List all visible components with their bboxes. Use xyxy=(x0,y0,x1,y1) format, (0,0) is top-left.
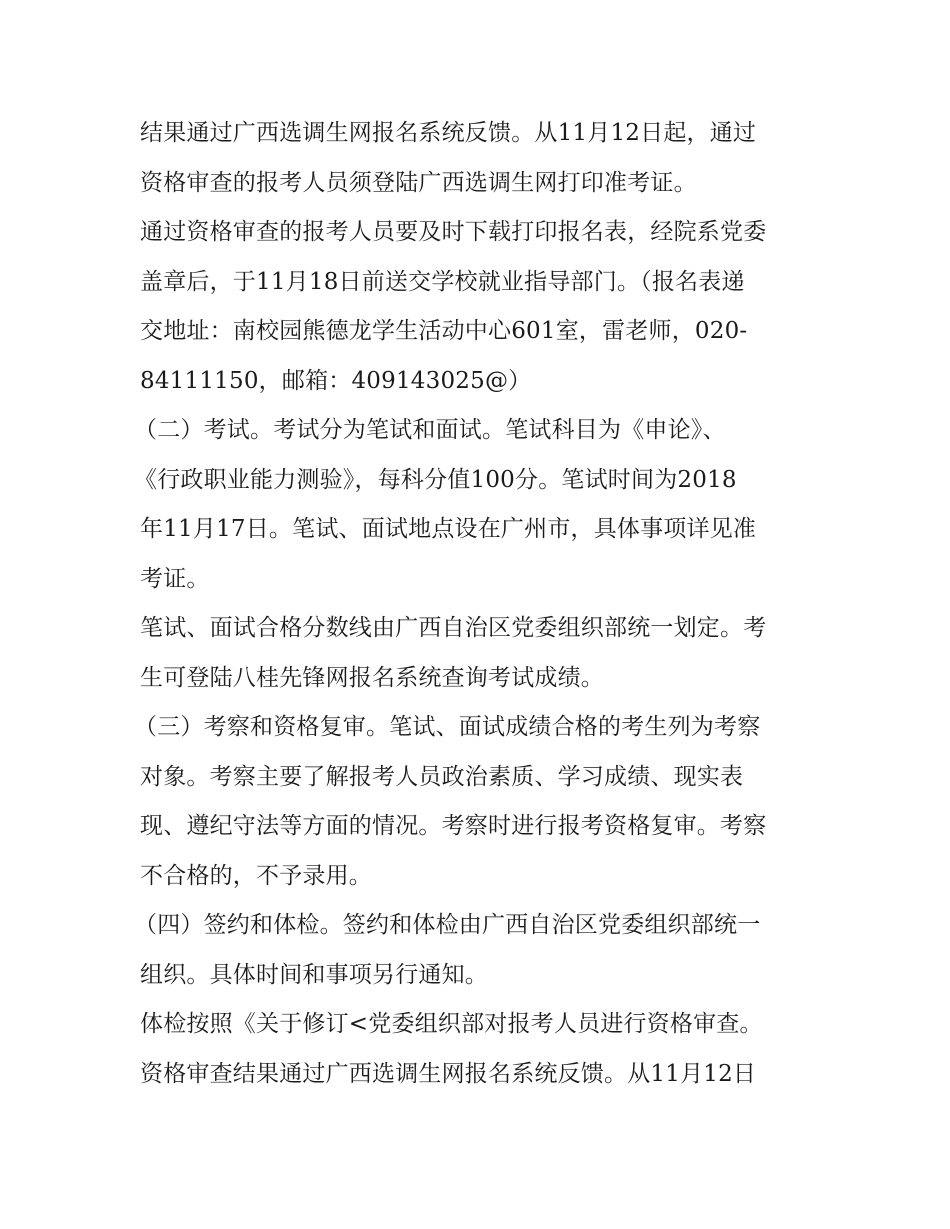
text-line: 交地址：南校园熊德龙学生活动中心601室，雷老师，020- xyxy=(140,318,748,344)
section-heading-line: （四）签约和体检。签约和体检由广西自治区党委组织部统一 xyxy=(134,912,761,938)
text-line: 对象。考察主要了解报考人员政治素质、学习成绩、现实表 xyxy=(140,763,744,790)
text-line: 体检按照《关于修订<党委组织部对报考人员进行资格审查。 xyxy=(140,1011,763,1037)
text-line: 年11月17日。笔试、面试地点设在广州市，具体事项详见准 xyxy=(140,516,757,542)
text-line: 《行政职业能力测验》，每科分值100分。笔试时间为2018 xyxy=(134,466,737,493)
text-line: 考证。 xyxy=(140,565,210,592)
text-line: 盖章后，于11月18日前送交学校就业指导部门。（报名表递 xyxy=(140,268,745,295)
text-line: 资格审查的报考人员须登陆广西选调生网打印准考证。 xyxy=(140,169,697,196)
text-line: 84111150，邮箱：409143025@） xyxy=(140,367,532,394)
document-body xyxy=(134,109,830,1099)
text-line: 组织。具体时间和事项另行通知。 xyxy=(140,961,488,988)
text-line: 笔试、面试合格分数线由广西自治区党委组织部统一划定。考 xyxy=(140,615,767,641)
text-line: 生可登陆八桂先锋网报名系统查询考试成绩。 xyxy=(140,664,604,691)
section-heading-line: （三）考察和资格复审。笔试、面试成绩合格的考生列为考察 xyxy=(134,714,761,740)
section-heading-line: （二）考试。考试分为笔试和面试。笔试科目为《申论》、 xyxy=(134,417,726,443)
text-line: 通过资格审查的报考人员要及时下载打印报名表，经院系党委 xyxy=(140,219,767,245)
text-line: 不合格的，不予录用。 xyxy=(140,862,372,889)
text-line: 资格审查结果通过广西选调生网报名系统反馈。从11月12日 xyxy=(140,1060,757,1087)
text-line: 结果通过广西选调生网报名系统反馈。从11月12日起，通过 xyxy=(140,120,757,146)
text-line: 现、遵纪守法等方面的情况。考察时进行报考资格复审。考察 xyxy=(140,813,767,839)
